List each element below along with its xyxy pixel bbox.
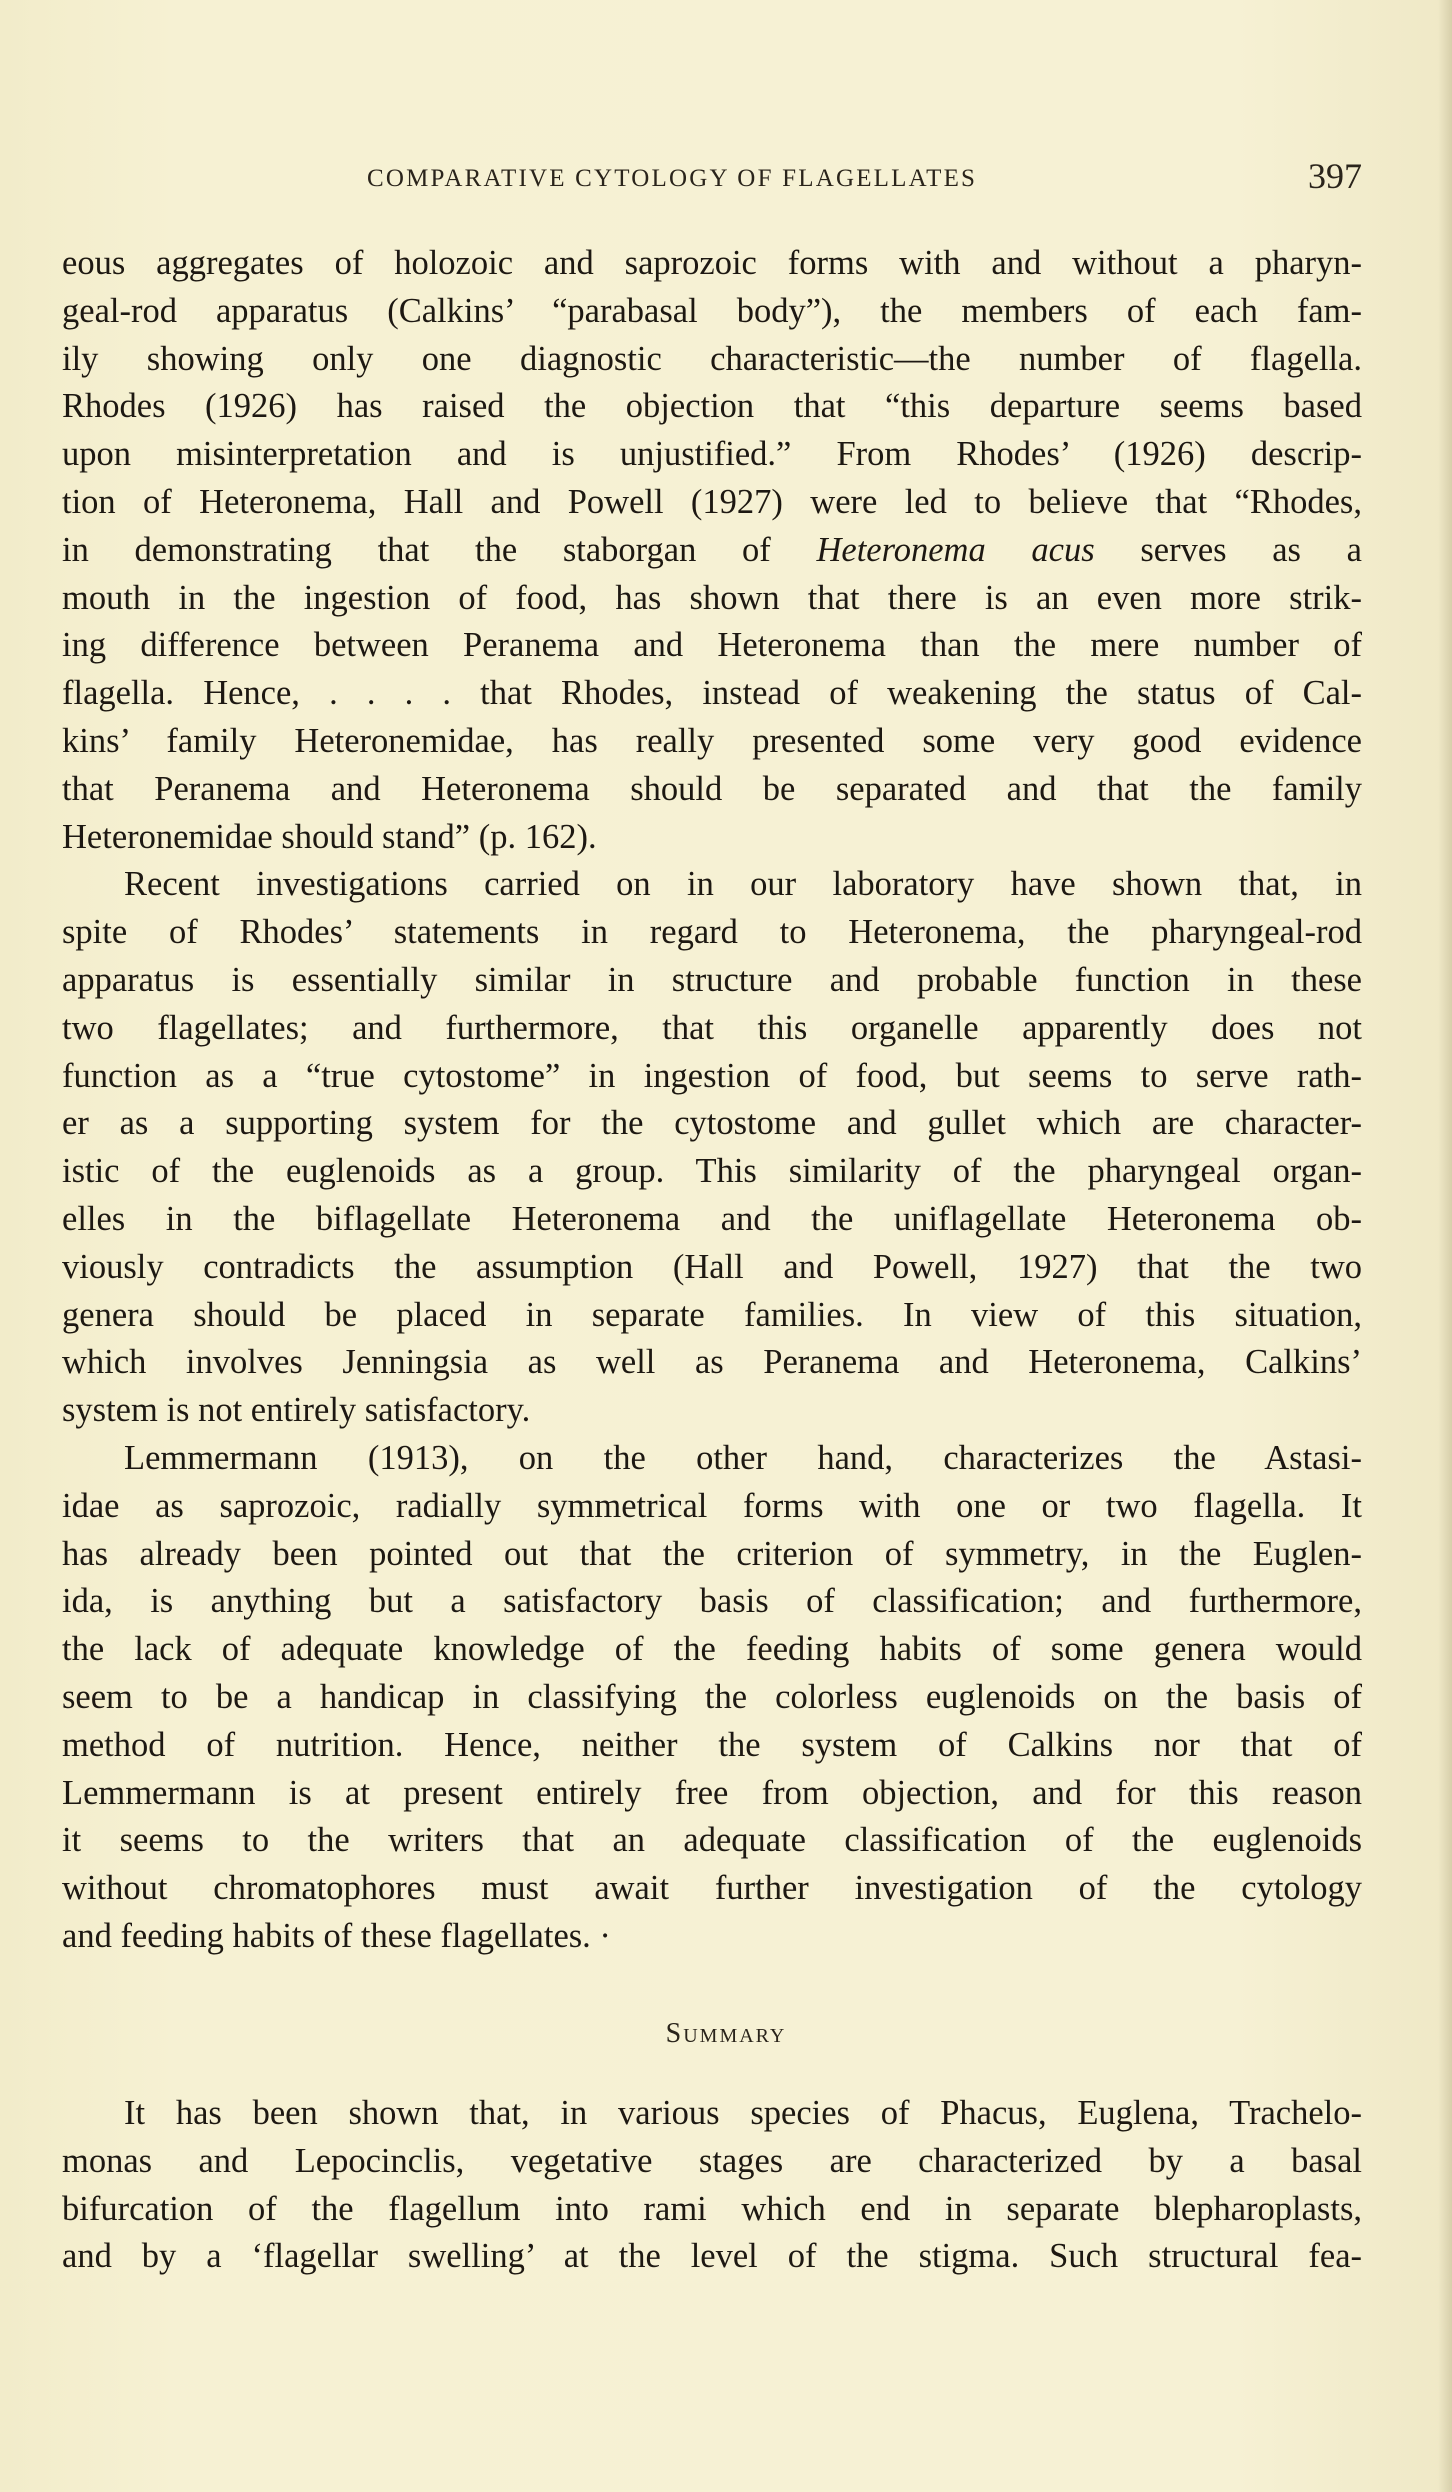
paragraph <box>62 861 1362 1435</box>
text-line: system is not entirely satisfactory. <box>62 1391 531 1430</box>
text-line: without chromatophores must await further investigation of the cytology <box>62 1869 1362 1908</box>
section-heading-summary: Summary <box>665 2018 787 2049</box>
text-line: apparatus is essentially similar in structure and probable function in these <box>62 960 1362 999</box>
text-line: Heteronemidae should stand” (p. 162). <box>62 817 597 856</box>
page-edge-shadow <box>1438 0 1452 2492</box>
page-number: 397 <box>1308 156 1362 196</box>
text-line: method of nutrition. Hence, neither the system of Calkins nor that of <box>62 1725 1362 1764</box>
running-title: COMPARATIVE CYTOLOGY OF FLAGELLATES <box>367 165 978 192</box>
text-line: ida, is anything but a satisfactory basis of classification; and furthermore, <box>62 1582 1362 1621</box>
italic-species-name: Heteronema acus <box>816 530 1095 569</box>
text-line: upon misinterpretation and is unjustified.” From Rhodes’ (1926) descrip- <box>62 435 1362 474</box>
text-line: the lack of adequate knowledge of the feeding habits of some genera would <box>62 1630 1362 1669</box>
text-line: two flagellates; and furthermore, that this organelle apparently does not <box>62 1008 1362 1047</box>
text-segment: serves as a <box>1094 530 1362 569</box>
paragraph <box>62 1435 1362 1961</box>
text-line: bifurcation of the flagellum into rami which end in separate blepharoplasts, <box>62 2189 1362 2228</box>
text-line: has already been pointed out that the criterion of symmetry, in the Euglen- <box>62 1534 1362 1573</box>
text-line: spite of Rhodes’ statements in regard to Heteronema, the pharyngeal-rod <box>62 913 1362 952</box>
text-line: that Peranema and Heteronema should be separated and that the family <box>62 769 1362 808</box>
text-line: and by a ‘flagellar swelling’ at the level of the stigma. Such structural fea- <box>62 2237 1362 2276</box>
text-line: Lemmermann (1913), on the other hand, characterizes the Astasi- <box>124 1438 1362 1477</box>
running-head <box>62 155 1362 199</box>
text-line-with-italic <box>62 527 1362 575</box>
text-line: which involves Jenningsia as well as Peranema and Heteronema, Calkins’ <box>62 1343 1362 1382</box>
text-line: er as a supporting system for the cytostome and gullet which are character- <box>62 1104 1362 1143</box>
text-line: Lemmermann is at present entirely free from objection, and for this reason <box>62 1773 1362 1812</box>
text-line: ing difference between Peranema and Heteronema than the mere number of <box>62 626 1362 665</box>
text-line: istic of the euglenoids as a group. This similarity of the pharyngeal organ- <box>62 1152 1362 1191</box>
text-line: Rhodes (1926) has raised the objection that “this departure seems based <box>62 387 1362 426</box>
paragraph <box>62 240 1362 861</box>
body-text <box>62 240 1362 1961</box>
text-line: ily showing only one diagnostic characteristic—the number of flagella. <box>62 339 1362 378</box>
text-line: function as a “true cytostome” in ingestion of food, but seems to serve rath- <box>62 1056 1362 1095</box>
text-line: It has been shown that, in various species of Phacus, Euglena, Trachelo- <box>124 2094 1362 2132</box>
text-line: mouth in the ingestion of food, has shown that there is an even more strik- <box>62 578 1362 617</box>
text-line: elles in the biflagellate Heteronema and the uniflagellate Heteronema ob- <box>62 1199 1362 1238</box>
text-line: it seems to the writers that an adequate classification of the euglenoids <box>62 1821 1362 1860</box>
text-segment: in demonstrating that the staborgan of <box>62 530 817 569</box>
text-line: flagella. Hence, . . . . that Rhodes, instead of weakening the status of Cal- <box>62 674 1362 713</box>
text-line: geal-rod apparatus (Calkins’ “parabasal body”), the members of each fam- <box>62 291 1362 330</box>
text-line: seem to be a handicap in classifying the colorless euglenoids on the basis of <box>62 1677 1362 1716</box>
text-line: tion of Heteronema, Hall and Powell (1927) were led to believe that “Rhodes, <box>62 482 1362 521</box>
text-line: idae as saprozoic, radially symmetrical forms with one or two flagella. It <box>62 1486 1362 1525</box>
text-line: eous aggregates of holozoic and saprozoic forms with and without a pharyn- <box>62 244 1362 282</box>
text-line: Recent investigations carried on in our laboratory have shown that, in <box>124 865 1362 904</box>
summary-paragraph <box>62 2090 1362 2281</box>
text-line: kins’ family Heteronemidae, has really presented some very good evidence <box>62 721 1362 760</box>
text-line: genera should be placed in separate families. In view of this situation, <box>62 1295 1362 1334</box>
text-line: and feeding habits of these flagellates. · <box>62 1916 611 1955</box>
text-line: viously contradicts the assumption (Hall and Powell, 1927) that the two <box>62 1247 1362 1286</box>
text-line: monas and Lepocinclis, vegetative stages are characterized by a basal <box>62 2141 1362 2180</box>
